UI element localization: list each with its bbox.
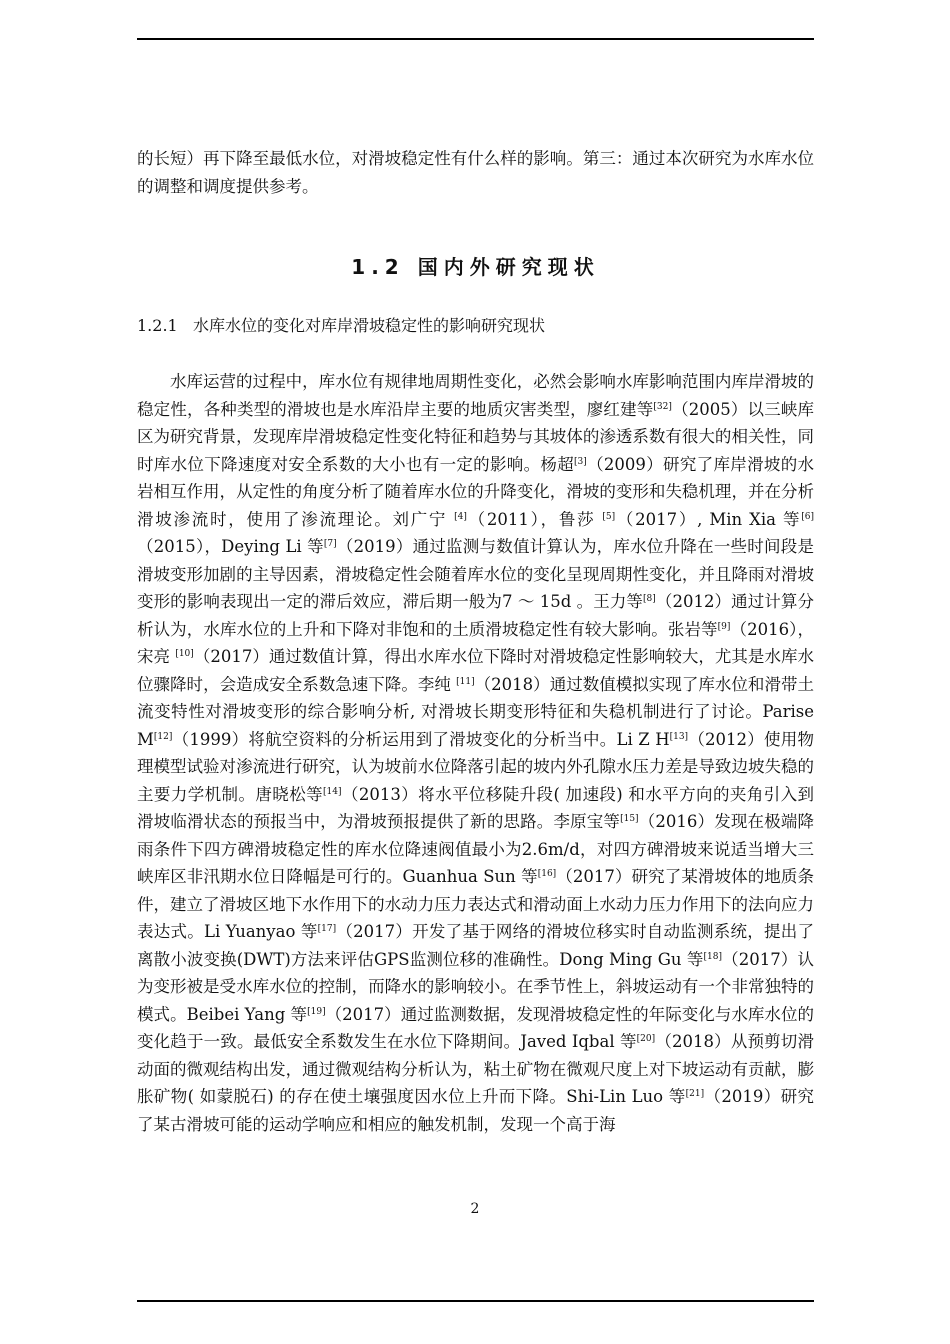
footer-rule: [137, 1300, 814, 1302]
body-text-segment: （2017）开发了基于网络的滑坡位移实时自动监测系统，提出了离散小波变换(DWT)方法来评估GPS监测位移的准确性。Dong Ming Gu 等: [137, 922, 814, 969]
subsection-title: 水库水位的变化对库岸滑坡稳定性的影响研究现状: [193, 316, 546, 335]
citation-ref: [17]: [317, 924, 337, 934]
page-number: 2: [470, 1201, 480, 1217]
subsection-number: 1.2.1: [137, 316, 178, 335]
citation-ref: [10]: [175, 649, 194, 659]
citation-ref: [15]: [620, 814, 639, 824]
citation-ref: [14]: [323, 786, 342, 797]
citation-ref: [19]: [307, 1006, 326, 1017]
body-text-segment: （2019）研究了某古滑坡可能的运动学响应和相应的触发机制，发现一个高于海: [137, 1087, 814, 1134]
body-text-segment: （2011），鲁莎: [466, 509, 603, 529]
body-text-segment: （2016）发现在极端降雨条件下四方碑滑坡稳定性的库水位降速阀值最小为2.6m/d，对四方碑滑坡来说适当增大三峡库区非汛期水位日降幅是可行的。Guanhua Sun 等: [137, 812, 814, 886]
subsection-heading: [137, 313, 814, 336]
body-text-segment: （2012）使用物理模型试验对渗流进行研究，认为坡前水位降落引起的坡内外孔隙水压力差是导致边坡失稳的主要力学机制。唐晓松等: [137, 729, 814, 804]
header-rule: [137, 38, 814, 40]
body-text-segment: （2017）通过监测数据，发现滑坡稳定性的年际变化与水库水位的变化趋于一致。最低安全系数发生在水位下降期间。Javed Iqbal 等: [137, 1004, 814, 1051]
body-text-segment: （2005）以三峡库区为研究背景，发现库岸滑坡稳定性变化特征和趋势与其坡体的渗透系数有很大的相关性，同时库水位下降速度对安全系数的大小也有一定的影响。杨超: [137, 399, 815, 474]
citation-ref: [5]: [602, 511, 616, 522]
citation-ref: [21]: [685, 1089, 705, 1099]
body-text-segment: （2017）认为变形被是受水库水位的控制，而降水的影响较小。在季节性上，斜坡运动有一个非常独特的模式。Beibei Yang 等: [137, 949, 814, 1024]
section-heading: 1.2 国内外研究现状: [351, 255, 600, 279]
citation-ref: [12]: [153, 731, 173, 742]
citation-ref: [8]: [643, 594, 656, 604]
body-text-segment: （2013）将水平位移陡升段( 加速段) 和水平方向的夹角引入到滑坡临滑状态的预报当中，为滑坡预报提供了新的思路。李原宝等: [137, 784, 815, 831]
body-text-segment: （2019）通过监测与数值计算认为，库水位升降在一些时间段是滑坡变形加剧的主导因素，滑坡稳定性会随着库水位的变化呈现周期性变化，并且降雨对滑坡变形的影响表现出一定的滞后效应，滞后期一般为7 ～ 15d 。王力等: [137, 537, 815, 611]
page-content: [137, 145, 814, 1138]
citation-ref: [18]: [703, 951, 723, 962]
body-paragraph: [137, 368, 814, 1138]
citation-ref: [4]: [454, 511, 467, 522]
citation-ref: [9]: [717, 621, 731, 632]
body-text-segment: （2012）通过计算分析认为，水库水位的上升和下降对非饱和的土质滑坡稳定性有较大影响。张岩等: [137, 592, 814, 639]
body-text-segment: （2017）通过数值计算，得出水库水位下降时对滑坡稳定性影响较大，尤其是水库水位骤降时，会造成安全系数急速下降。李纯: [137, 647, 814, 694]
body-text-segment: （2018）从预剪切滑动面的微观结构出发，通过微观结构分析认为，粘土矿物在微观尺度上对下坡运动有贡献，膨胀矿物( 如蒙脱石) 的存在使土壤强度因水位上升而下降。Shi-Lin Luo 等: [137, 1032, 814, 1106]
body-text-segment: 水库运营的过程中，库水位有规律地周期性变化，必然会影响水库影响范围内库岸滑坡的稳定性，各种类型的滑坡也是水库沿岸主要的地质灾害类型，廖红建等: [137, 372, 814, 419]
citation-ref: [7]: [323, 539, 337, 549]
body-text-segment: （2018）通过数值模拟实现了库水位和滑带土流变特性对滑坡变形的综合影响分析, 对滑坡长期变形特征和失稳机制进行了讨论。Parise M: [137, 674, 814, 749]
citation-ref: [13]: [669, 731, 689, 742]
body-text-segment: （2017）, Min Xia 等: [615, 509, 802, 529]
body-text-segment: （2016），宋亮: [137, 619, 815, 666]
citation-ref: [32]: [653, 401, 672, 412]
citation-ref: [3]: [574, 456, 587, 467]
citation-ref: [20]: [636, 1034, 656, 1044]
citation-ref: [16]: [537, 869, 557, 879]
body-text-segment: （2015），Deying Li 等: [137, 537, 324, 556]
citation-ref: [6]: [801, 511, 814, 522]
body-text-segment: （2017）研究了某滑坡体的地质条件，建立了滑坡区地下水作用下的水动力压力表达式和滑动面上水动力压力作用下的法向应力表达式。Li Yuanyao 等: [137, 867, 814, 941]
body-text-segment: （2009）研究了库岸滑坡的水岩相互作用，从定性的角度分析了随着库水位的升降变化，滑坡的变形和失稳机理，并在分析滑坡渗流时，使用了渗流理论。刘广宁: [137, 454, 814, 529]
continuation-paragraph: 的长短）再下降至最低水位，对滑坡稳定性有什么样的影响。第三：通过本次研究为水库水位的调整和调度提供参考。: [137, 149, 814, 196]
citation-ref: [11]: [456, 676, 475, 687]
body-text-segment: （1999）将航空资料的分析运用到了滑坡变化的分析当中。Li Z H: [172, 729, 670, 749]
